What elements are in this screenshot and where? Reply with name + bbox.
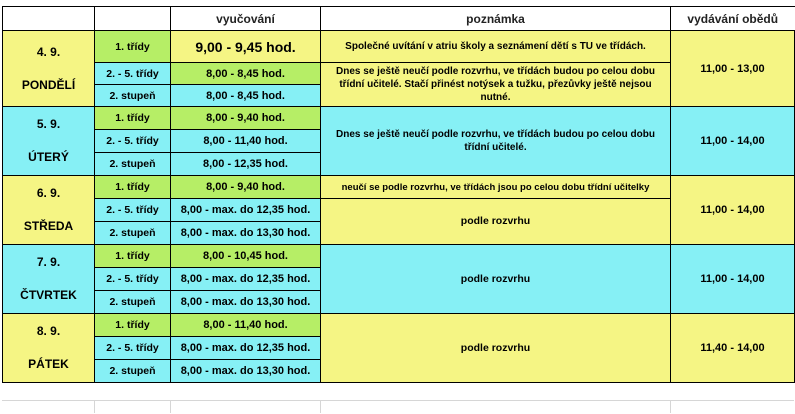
time-cell[interactable]: 8,00 - max. do 12,35 hod. [171,199,321,222]
header-teaching: vyučování [171,7,321,31]
group-cell[interactable]: 1. třídy [95,314,171,337]
time-cell[interactable]: 8,00 - 10,45 hod. [171,245,321,268]
day-date: 7. 9. [36,255,61,269]
note-cell[interactable]: neučí se podle rozvrhu, ve třídách jsou po celou dobu třídní učitelky [321,176,671,199]
time-cell[interactable]: 8,00 - 11,40 hod. [171,314,321,337]
note-cell[interactable]: podle rozvrhu [321,245,671,314]
day-name: PÁTEK [28,357,69,371]
note-cell[interactable]: Dnes se ještě neučí podle rozvrhu, ve třídách budou po celou dobu třídní učitelé. [321,107,671,176]
note-cell[interactable]: podle rozvrhu [321,199,671,245]
group-cell[interactable]: 2. stupeň [95,85,171,107]
lunch-cell[interactable]: 11,00 - 14,00 [671,107,795,176]
group-cell[interactable]: 2. - 5. třídy [95,199,171,222]
group-cell[interactable]: 2. - 5. třídy [95,337,171,360]
day-cell[interactable] [3,176,95,245]
group-cell[interactable]: 2. - 5. třídy [95,268,171,291]
empty-grid-row [2,400,794,414]
header-empty-2 [95,7,171,31]
group-cell[interactable]: 1. třídy [95,31,171,63]
day-name: ČTVRTEK [20,288,77,302]
day-date: 5. 9. [36,117,61,131]
group-cell[interactable]: 2. stupeň [95,360,171,383]
day-name: STŘEDA [23,219,74,233]
day-cell[interactable] [3,245,95,314]
note-cell[interactable]: Společné uvítání v atriu školy a seznámení dětí s TU ve třídách. [321,31,671,63]
time-cell[interactable]: 9,00 - 9,45 hod. [171,31,321,63]
table-row [3,31,795,63]
group-cell[interactable]: 2. - 5. třídy [95,130,171,153]
header-row [3,7,795,31]
day-date: 6. 9. [36,186,61,200]
time-cell[interactable]: 8,00 - max. do 12,35 hod. [171,268,321,291]
time-cell[interactable]: 8,00 - 8,45 hod. [171,63,321,85]
lunch-cell[interactable]: 11,00 - 13,00 [671,31,795,107]
day-date: 4. 9. [36,44,61,59]
header-lunch: vydávání obědů [671,7,795,31]
time-cell[interactable]: 8,00 - 9,40 hod. [171,107,321,130]
note-cell[interactable]: podle rozvrhu [321,314,671,383]
table-row [3,107,795,130]
schedule-table [2,6,795,383]
grid-line [670,400,671,413]
group-cell[interactable]: 1. třídy [95,107,171,130]
grid-line [320,400,321,413]
time-cell[interactable]: 8,00 - max. do 13,30 hod. [171,360,321,383]
day-cell[interactable] [3,31,95,107]
lunch-cell[interactable]: 11,00 - 14,00 [671,245,795,314]
group-cell[interactable]: 1. třídy [95,176,171,199]
group-cell[interactable]: 2. stupeň [95,291,171,314]
grid-line [94,400,95,413]
time-cell[interactable]: 8,00 - 12,35 hod. [171,153,321,176]
time-cell[interactable]: 8,00 - max. do 13,30 hod. [171,291,321,314]
day-name: PONDĚLÍ [21,77,76,92]
day-cell[interactable] [3,314,95,383]
header-empty-1 [3,7,95,31]
note-cell[interactable]: Dnes se ještě neučí podle rozvrhu, ve třídách budou po celou dobu třídní učitelé. Stačí přinést notýsek a tužku, přezůvky ještě nejsou nutné. [321,63,671,107]
table-row [3,176,795,199]
grid-line [170,400,171,413]
time-cell[interactable]: 8,00 - 8,45 hod. [171,85,321,107]
day-date: 8. 9. [36,324,61,338]
group-cell[interactable]: 2. stupeň [95,222,171,245]
table-row [3,314,795,337]
lunch-cell[interactable]: 11,00 - 14,00 [671,176,795,245]
header-note: poznámka [321,7,671,31]
group-cell[interactable]: 2. - 5. třídy [95,63,171,85]
table-row [3,245,795,268]
time-cell[interactable]: 8,00 - max. do 12,35 hod. [171,337,321,360]
group-cell[interactable]: 2. stupeň [95,153,171,176]
time-cell[interactable]: 8,00 - 9,40 hod. [171,176,321,199]
day-name: ÚTERÝ [28,150,69,164]
lunch-cell[interactable]: 11,40 - 14,00 [671,314,795,383]
day-cell[interactable] [3,107,95,176]
time-cell[interactable]: 8,00 - max. do 13,30 hod. [171,222,321,245]
time-cell[interactable]: 8,00 - 11,40 hod. [171,130,321,153]
group-cell[interactable]: 1. třídy [95,245,171,268]
